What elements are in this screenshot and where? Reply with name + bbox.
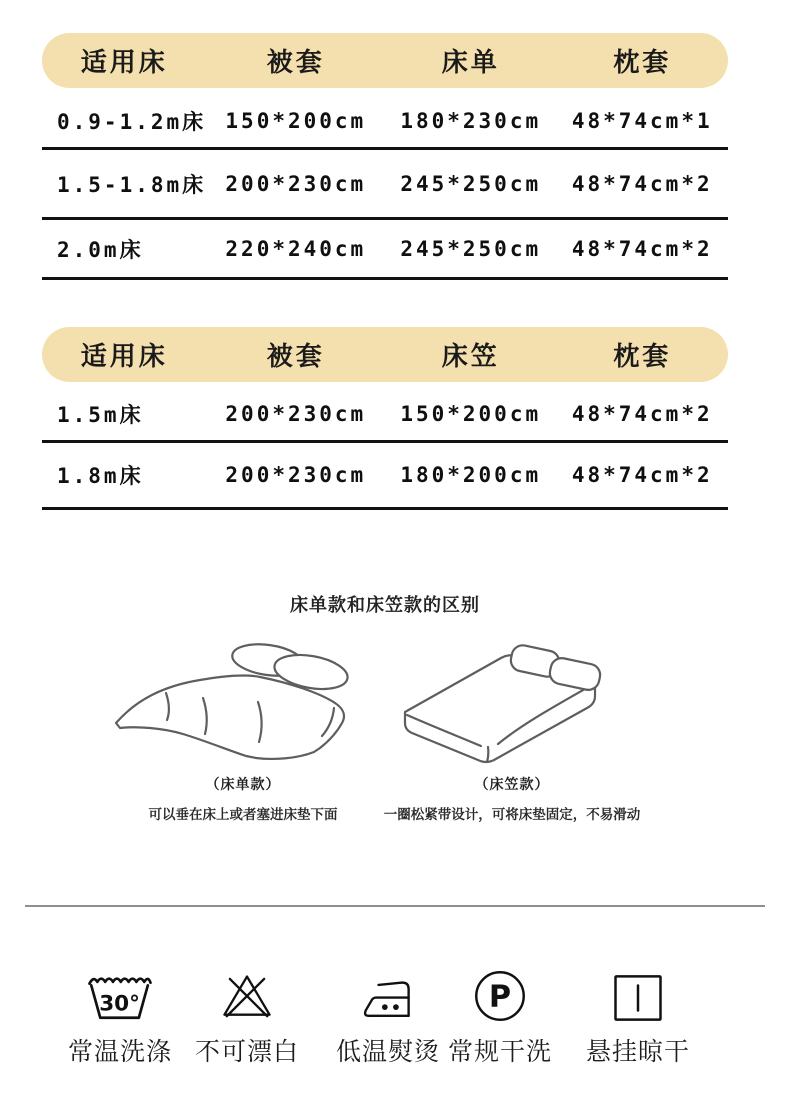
table-row	[42, 150, 728, 220]
fitted-sheet-example	[372, 638, 652, 823]
cell-fitted-sheet: 180*200cm	[400, 463, 542, 487]
cell-duvet-cover: 200*230cm	[225, 402, 367, 426]
cell-pillowcase: 48*74cm*1	[571, 108, 713, 133]
table-row	[42, 382, 728, 443]
column-header: 被套	[266, 48, 325, 78]
care-label: 低温熨烫	[335, 1037, 440, 1066]
column-header: 被套	[266, 342, 325, 372]
cell-flat-sheet: 245*250cm	[400, 236, 542, 261]
cell-bed-size: 1.5m床	[57, 403, 144, 427]
column-header: 床单	[441, 48, 500, 78]
care-item-no-bleach	[167, 960, 327, 1068]
cell-pillowcase: 48*74cm*2	[571, 402, 713, 426]
size-table-sheet	[42, 33, 728, 280]
comparison-title: 床单款和床笠款的区别	[290, 595, 480, 616]
section-divider	[25, 905, 765, 907]
column-header: 适用床	[80, 342, 168, 372]
table-header-row	[42, 33, 728, 88]
table-header-row	[42, 327, 728, 382]
cell-bed-size: 1.5-1.8m床	[57, 172, 207, 197]
cell-bed-size: 2.0m床	[57, 237, 144, 262]
care-label: 不可漂白	[194, 1037, 299, 1066]
care-label: 常温洗涤	[67, 1037, 172, 1066]
hang-dry-icon	[612, 973, 664, 1023]
no-bleach-icon	[219, 969, 275, 1023]
bed-style-caption: 可以垂在床上或者塞进床垫下面	[148, 807, 338, 823]
bed-style-caption: 一圈松紧带设计，可将床垫固定，不易滑动	[383, 807, 641, 823]
table-row	[42, 443, 728, 510]
cell-pillowcase: 48*74cm*2	[571, 171, 713, 196]
iron-low-heat-icon	[358, 977, 418, 1023]
cell-flat-sheet: 180*230cm	[400, 108, 542, 133]
care-label: 悬挂晾干	[585, 1037, 690, 1066]
fitted-sheet-bed-illustration	[377, 638, 647, 768]
cell-bed-size: 1.8m床	[57, 464, 144, 488]
bed-style-label: （床笠款）	[474, 777, 550, 793]
cell-bed-size: 0.9-1.2m床	[57, 109, 207, 134]
table-row	[42, 88, 728, 150]
flat-sheet-bed-illustration	[108, 638, 378, 768]
wash-tub-30-icon	[85, 973, 155, 1023]
flat-sheet-example	[103, 638, 383, 823]
cell-duvet-cover: 200*230cm	[225, 171, 367, 196]
column-header: 床笠	[441, 342, 500, 372]
cell-duvet-cover: 220*240cm	[225, 236, 367, 261]
column-header: 枕套	[613, 48, 672, 78]
size-table-fitted	[42, 327, 728, 510]
cell-duvet-cover: 150*200cm	[225, 108, 367, 133]
wash-temp-text: 30°	[99, 991, 140, 1017]
cell-duvet-cover: 200*230cm	[225, 463, 367, 487]
care-item-dry-clean	[420, 960, 580, 1068]
column-header: 枕套	[613, 342, 672, 372]
care-item-hang-dry	[558, 960, 718, 1068]
table-row	[42, 220, 728, 280]
care-label: 常规干洗	[447, 1037, 552, 1066]
bed-style-label: （床单款）	[205, 777, 281, 793]
cell-pillowcase: 48*74cm*2	[571, 463, 713, 487]
cell-fitted-sheet: 150*200cm	[400, 402, 542, 426]
column-header: 适用床	[80, 48, 168, 78]
dry-clean-letter: P	[488, 979, 512, 1015]
dry-clean-icon	[473, 969, 527, 1023]
cell-flat-sheet: 245*250cm	[400, 171, 542, 196]
cell-pillowcase: 48*74cm*2	[571, 236, 713, 261]
